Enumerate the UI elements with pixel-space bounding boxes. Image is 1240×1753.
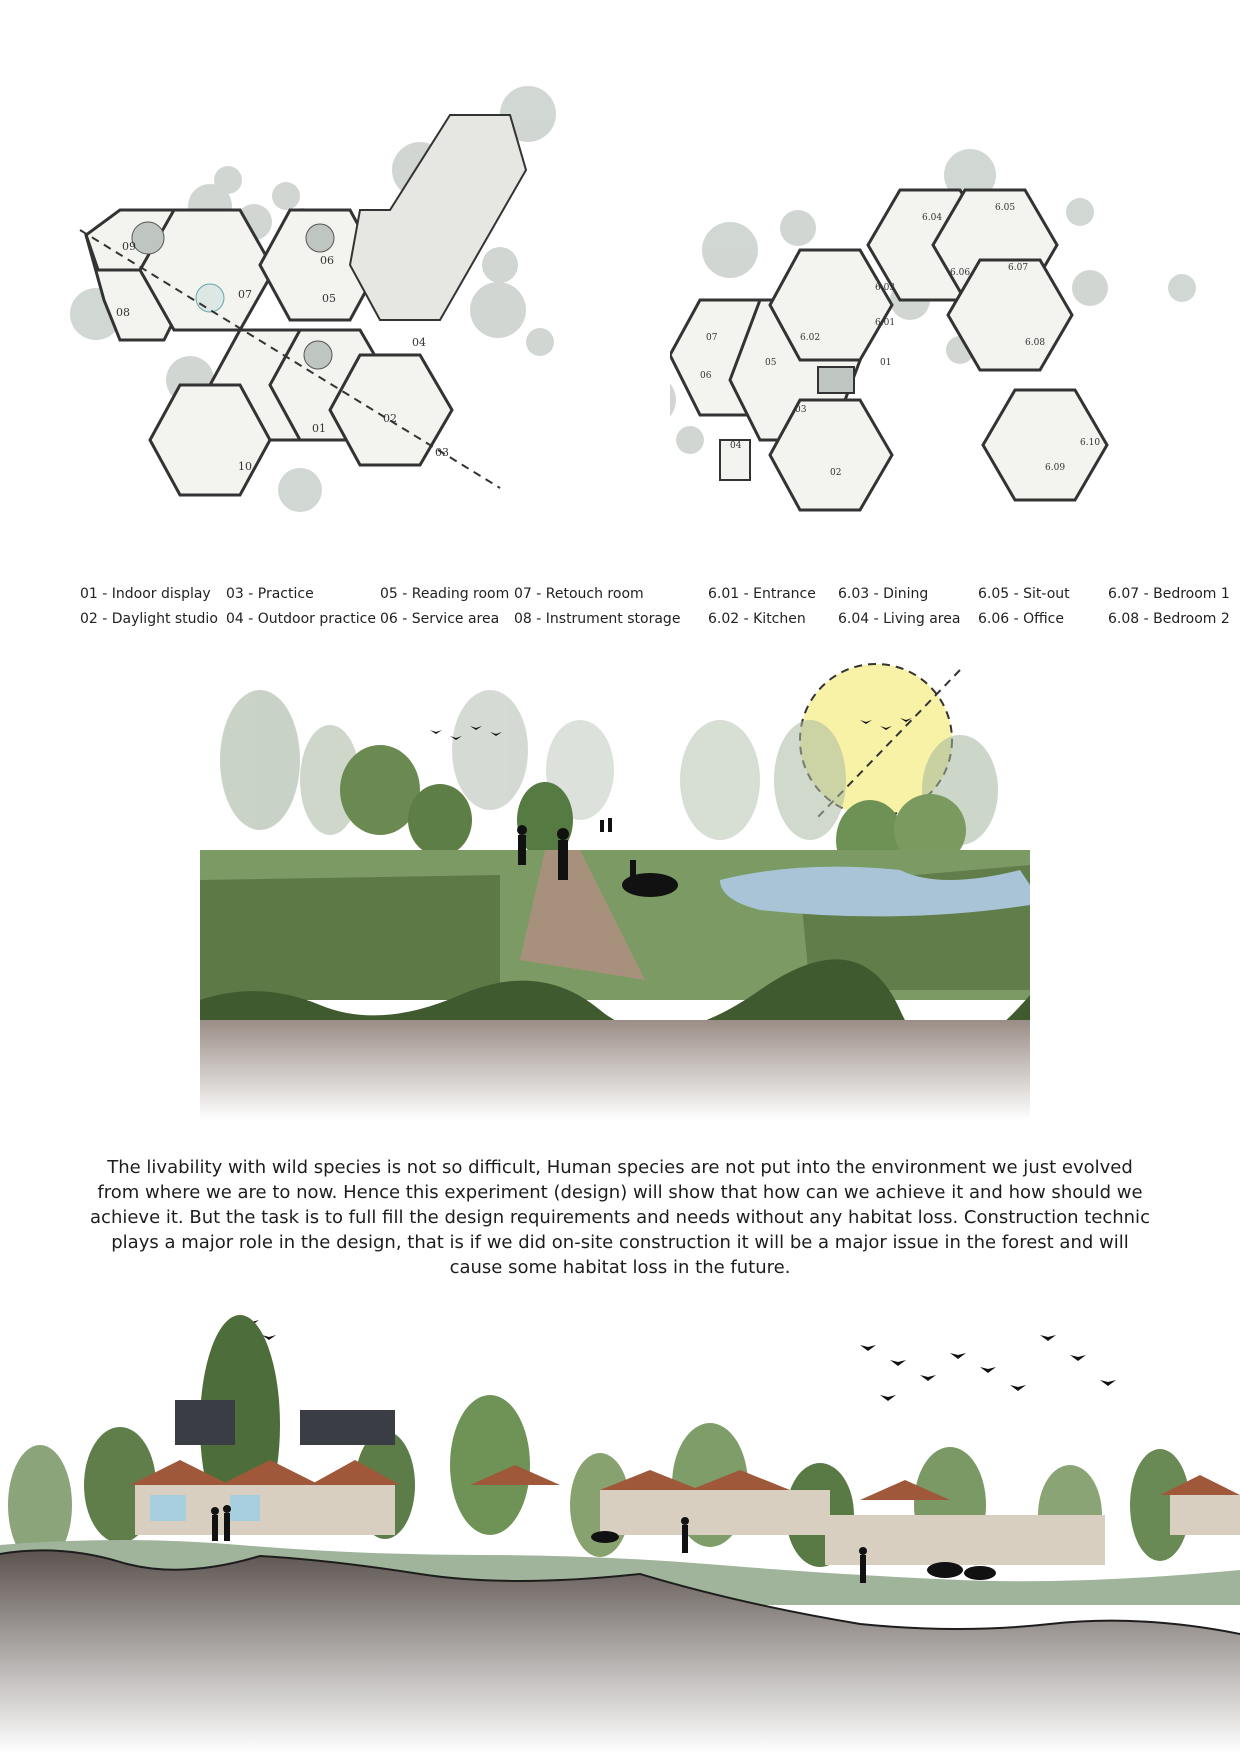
legend-item: 05 - Reading room [380,586,510,602]
legend-column [80,582,218,632]
void [818,367,854,393]
legend-column [838,582,960,632]
room-label: 6.02 [800,333,821,343]
legend-item: 6.04 - Living area [838,611,961,627]
room-label: 02 [830,468,842,478]
legend-item: 6.07 - Bedroom 1 [1108,586,1230,602]
room-label: 6.08 [1025,338,1046,348]
skylight [304,341,332,369]
room-label: 02 [383,412,397,425]
legend-item: 06 - Service area [380,611,500,627]
legend-item: 6.02 - Kitchen [708,611,806,627]
room-label: 6.06 [950,268,971,278]
room-label: 01 [312,422,326,435]
skylight [306,224,334,252]
room-label: 07 [238,288,252,301]
room-label: 6.09 [1045,463,1066,473]
room-label: 05 [322,292,336,305]
room-label: 05 [765,358,777,368]
legend-item: 01 - Indoor display [80,586,211,602]
room-label: 06 [700,371,712,381]
floor-plan-house [670,140,1230,520]
floor-plan-studio [60,70,600,540]
glass-pavilion [175,1400,235,1445]
room-label: 6.05 [995,203,1016,213]
room-label: 01 [880,358,892,368]
legend-item: 07 - Retouch room [514,586,644,602]
skylight [132,222,164,254]
dense-vegetation [200,875,500,1000]
room-label: 03 [795,405,807,415]
legend-item: 6.06 - Office [978,611,1064,627]
legend-item: 6.03 - Dining [838,586,929,602]
soil-layer [200,1020,1030,1120]
legend-item: 6.05 - Sit-out [978,586,1070,602]
room-label: 04 [412,336,426,349]
legend-column [380,582,509,632]
legend-item: 02 - Daylight studio [80,611,218,627]
legend-item: 6.08 - Bedroom 2 [1108,611,1230,627]
legend-column [1108,582,1230,632]
room-label: 6.03 [875,283,896,293]
legend-item: 08 - Instrument storage [514,611,681,627]
legend-item: 6.01 - Entrance [708,586,816,602]
room-label: 04 [730,441,742,451]
room-label: 6.01 [875,318,896,328]
legend-column [978,582,1070,632]
room-label: 10 [238,460,252,473]
legend-column [226,582,376,632]
room-label: 06 [320,254,334,267]
glass-pavilion [300,1410,395,1445]
stair [196,284,224,312]
description-text: The livability with wild species is not so difficult, Human species are not put into the environment we just evolved from where we are to now. Hence this experiment (design) will show that how can we achieve it and how should we achieve it. But the task is to full fill the design requirements and needs without any habitat loss. Construction technic plays a major role in the design, that is if we did on-site construction it will be a major issue in the forest and will cause some habitat loss in the future. [90,1157,1150,1278]
room-label: 6.10 [1080,438,1101,448]
room-label: 03 [435,446,449,459]
legend-column [514,582,680,632]
legend-column [708,582,816,632]
room-label: 07 [706,333,718,343]
room-label: 09 [122,240,136,253]
bird-flock [245,1320,1116,1401]
room-label: 6.04 [922,213,943,223]
description-paragraph [90,1155,1150,1280]
landscape-section-illustration [200,660,1030,1120]
site-elevation-illustration [0,1305,1240,1753]
room-label: 6.07 [1008,263,1029,273]
legend-item: 03 - Practice [226,586,314,602]
legend-item: 04 - Outdoor practice [226,611,376,627]
room-label: 08 [116,306,130,319]
